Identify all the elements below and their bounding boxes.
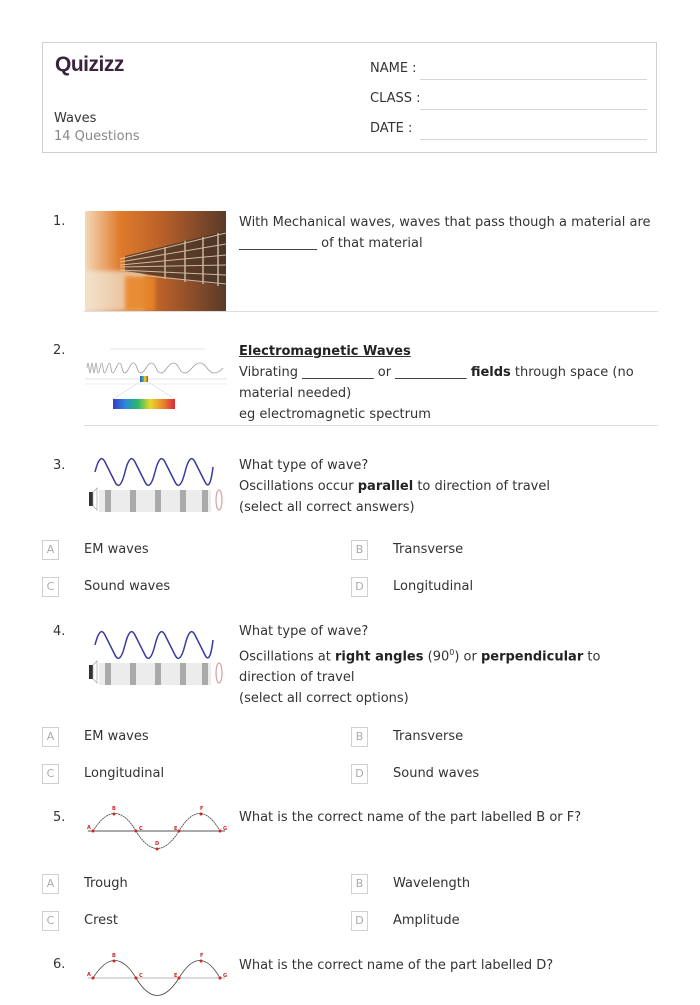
question-1-text: [239, 212, 654, 254]
electromagnetic-spectrum-image: [85, 346, 227, 416]
svg-text:F: F: [200, 953, 204, 959]
question-1-line-1: With Mechanical waves, waves that pass though a material are: [239, 215, 651, 230]
divider: [84, 425, 658, 426]
question-3-number: 3.: [53, 458, 66, 473]
svg-text:E: E: [174, 826, 178, 832]
svg-text:A: A: [87, 972, 91, 978]
question-6-text: What is the correct name of the part labelled D?: [239, 958, 554, 973]
worksheet-header: [42, 42, 657, 153]
question-3-line-3: (select all correct answers): [239, 500, 415, 515]
question-4-line-3: (select all correct options): [239, 691, 409, 707]
option-text: Sound waves: [393, 766, 480, 781]
labelled-wave-image: [85, 951, 230, 1001]
question-1-line-2: ____________ of that material: [239, 236, 423, 251]
question-3-line-2: Oscillations occur parallel to direction of travel: [239, 479, 550, 494]
question-3-text: [239, 455, 654, 518]
option-letter-box[interactable]: D: [351, 577, 368, 597]
wave-comparison-image: [85, 625, 227, 695]
worksheet-title: Waves: [54, 111, 97, 126]
svg-text:C: C: [139, 826, 143, 832]
question-2-example: eg electromagnetic spectrum: [239, 407, 431, 422]
quizizz-logo: Quizizz: [55, 53, 124, 76]
svg-text:G: G: [223, 973, 228, 979]
option-letter-box[interactable]: C: [42, 577, 59, 597]
option-text: Crest: [84, 913, 119, 928]
question-4-number: 4.: [53, 624, 66, 639]
option-text: Amplitude: [393, 913, 460, 928]
option-letter-box[interactable]: A: [42, 540, 59, 560]
option-text: EM waves: [84, 542, 149, 557]
question-5-number: 5.: [53, 810, 66, 825]
option-text: Longitudinal: [393, 579, 474, 594]
option-text: Sound waves: [84, 579, 171, 594]
class-field[interactable]: [370, 91, 647, 111]
option-letter-box[interactable]: B: [351, 874, 368, 894]
question-5-text: What is the correct name of the part labelled B or F?: [239, 810, 582, 825]
option-text: Transverse: [393, 729, 464, 744]
svg-text:G: G: [223, 826, 228, 832]
option-letter-box[interactable]: C: [42, 764, 59, 784]
question-2-body: Vibrating ___________ or ___________ fields through space (no material needed): [239, 365, 634, 401]
class-label: CLASS :: [370, 91, 421, 106]
divider: [84, 311, 658, 312]
question-2-text: [239, 341, 654, 425]
svg-text:F: F: [200, 806, 204, 812]
svg-text:D: D: [155, 841, 160, 847]
option-letter-box[interactable]: B: [351, 727, 368, 747]
date-field[interactable]: [370, 121, 647, 141]
name-field[interactable]: [370, 61, 647, 81]
question-count: 14 Questions: [54, 129, 140, 144]
date-label: DATE :: [370, 121, 413, 136]
option-letter-box[interactable]: B: [351, 540, 368, 560]
name-line[interactable]: [420, 79, 647, 80]
question-6-number: 6.: [53, 957, 66, 972]
svg-text:E: E: [174, 973, 178, 979]
option-letter-box[interactable]: D: [351, 764, 368, 784]
svg-text:B: B: [112, 953, 116, 959]
question-4-line-1: What type of wave?: [239, 624, 369, 639]
option-text: EM waves: [84, 729, 149, 744]
question-2-number: 2.: [53, 343, 66, 358]
guitar-strings-image: [85, 211, 226, 311]
option-text: Transverse: [393, 542, 464, 557]
option-letter-box[interactable]: D: [351, 911, 368, 931]
question-2-heading: Electromagnetic Waves: [239, 344, 411, 359]
wave-comparison-image: [85, 452, 227, 522]
svg-text:C: C: [139, 973, 143, 979]
date-line[interactable]: [420, 139, 647, 140]
svg-text:B: B: [112, 806, 116, 812]
svg-text:A: A: [87, 825, 91, 831]
class-line[interactable]: [420, 109, 647, 110]
name-label: NAME :: [370, 61, 417, 76]
option-text: Trough: [84, 876, 128, 891]
option-letter-box[interactable]: A: [42, 874, 59, 894]
question-3-line-1: What type of wave?: [239, 458, 369, 473]
question-4-text: [239, 621, 654, 709]
labelled-wave-image: [85, 804, 230, 854]
question-1-number: 1.: [53, 214, 66, 229]
option-letter-box[interactable]: A: [42, 727, 59, 747]
option-letter-box[interactable]: C: [42, 911, 59, 931]
option-text: Longitudinal: [84, 766, 165, 781]
option-text: Wavelength: [393, 876, 471, 891]
question-4-line-2: Oscillations at right angles $(90^0)$ or perpendicular to direction of travel: [239, 648, 601, 686]
